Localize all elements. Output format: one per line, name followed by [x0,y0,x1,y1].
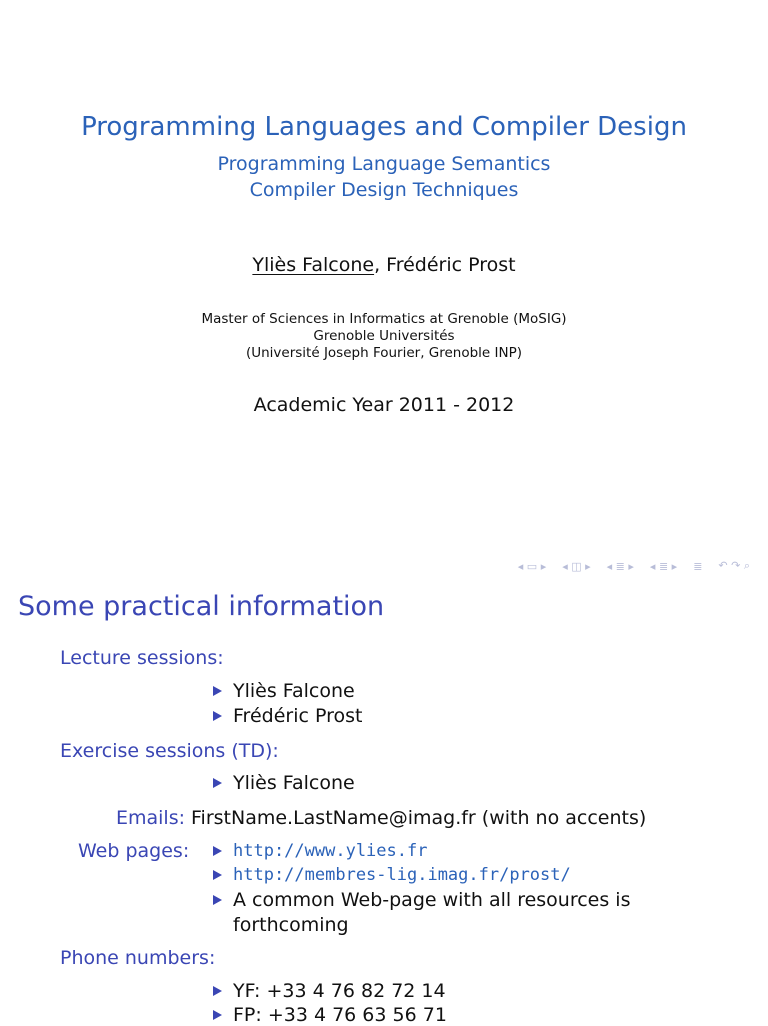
lecture-item-2: Frédéric Prost [233,705,363,727]
author-separator: , [374,254,387,276]
institute-line-2: Grenoble Universités [313,328,455,344]
lecture-sessions-label: Lecture sessions: [60,647,224,669]
bullet-icon [213,686,222,696]
frame-title: Some practical information [18,591,385,622]
phone-item-fp: FP: +33 4 76 63 56 71 [233,1004,447,1026]
nav-section-icon[interactable]: ◂ ≣ ▸ [649,559,678,573]
exercise-item-1: Yliès Falcone [233,772,355,794]
nav-slide-icon[interactable]: ◂ ◫ ▸ [562,559,591,573]
institute-line-1: Master of Sciences in Informatics at Grenoble (MoSIG) [201,311,567,327]
bullet-icon [213,895,222,905]
slide-subtitle-line-1: Programming Language Semantics [217,153,551,175]
emails-value: FirstName.LastName@imag.fr (with no accents) [191,807,647,829]
bullet-icon [213,870,222,880]
authors [0,254,768,276]
nav-prev-frame-icon[interactable]: ◂ ▭ ▸ [517,559,547,573]
exercise-sessions-label: Exercise sessions (TD): [60,740,279,762]
phone-numbers-label: Phone numbers: [60,947,216,969]
bullet-icon [213,846,222,856]
phone-item-yf: YF: +33 4 76 82 72 14 [233,980,446,1002]
author-presenter: Yliès Falcone [252,254,375,276]
web-note-line-2: forthcoming [233,914,349,936]
web-link-ylies[interactable]: http://www.ylies.fr [233,841,428,861]
academic-year: Academic Year 2011 - 2012 [253,394,515,416]
bullet-icon [213,1010,222,1020]
bullet-icon [213,778,222,788]
nav-subsection-icon[interactable]: ◂ ≣ ▸ [606,559,634,573]
beamer-navigation-bar [518,559,760,573]
bullet-icon [213,711,222,721]
nav-document-icon[interactable]: ≣ [693,559,703,573]
institute-line-3: (Université Joseph Fourier, Grenoble INP) [245,345,523,361]
nav-search-icon[interactable]: ↶ ↷ ⌕ [718,559,750,572]
slide-title: Programming Languages and Compiler Design [81,112,687,142]
lecture-item-1: Yliès Falcone [233,680,355,702]
web-note-line-1: A common Web-page with all resources is [233,889,631,911]
slide-subtitle-line-2: Compiler Design Techniques [249,179,519,201]
author-coauthor: Frédéric Prost [386,254,516,276]
emails-label: Emails: [116,807,186,829]
web-pages-label: Web pages: [78,840,190,862]
web-link-prost[interactable]: http://membres-lig.imag.fr/prost/ [233,865,571,885]
bullet-icon [213,986,222,996]
